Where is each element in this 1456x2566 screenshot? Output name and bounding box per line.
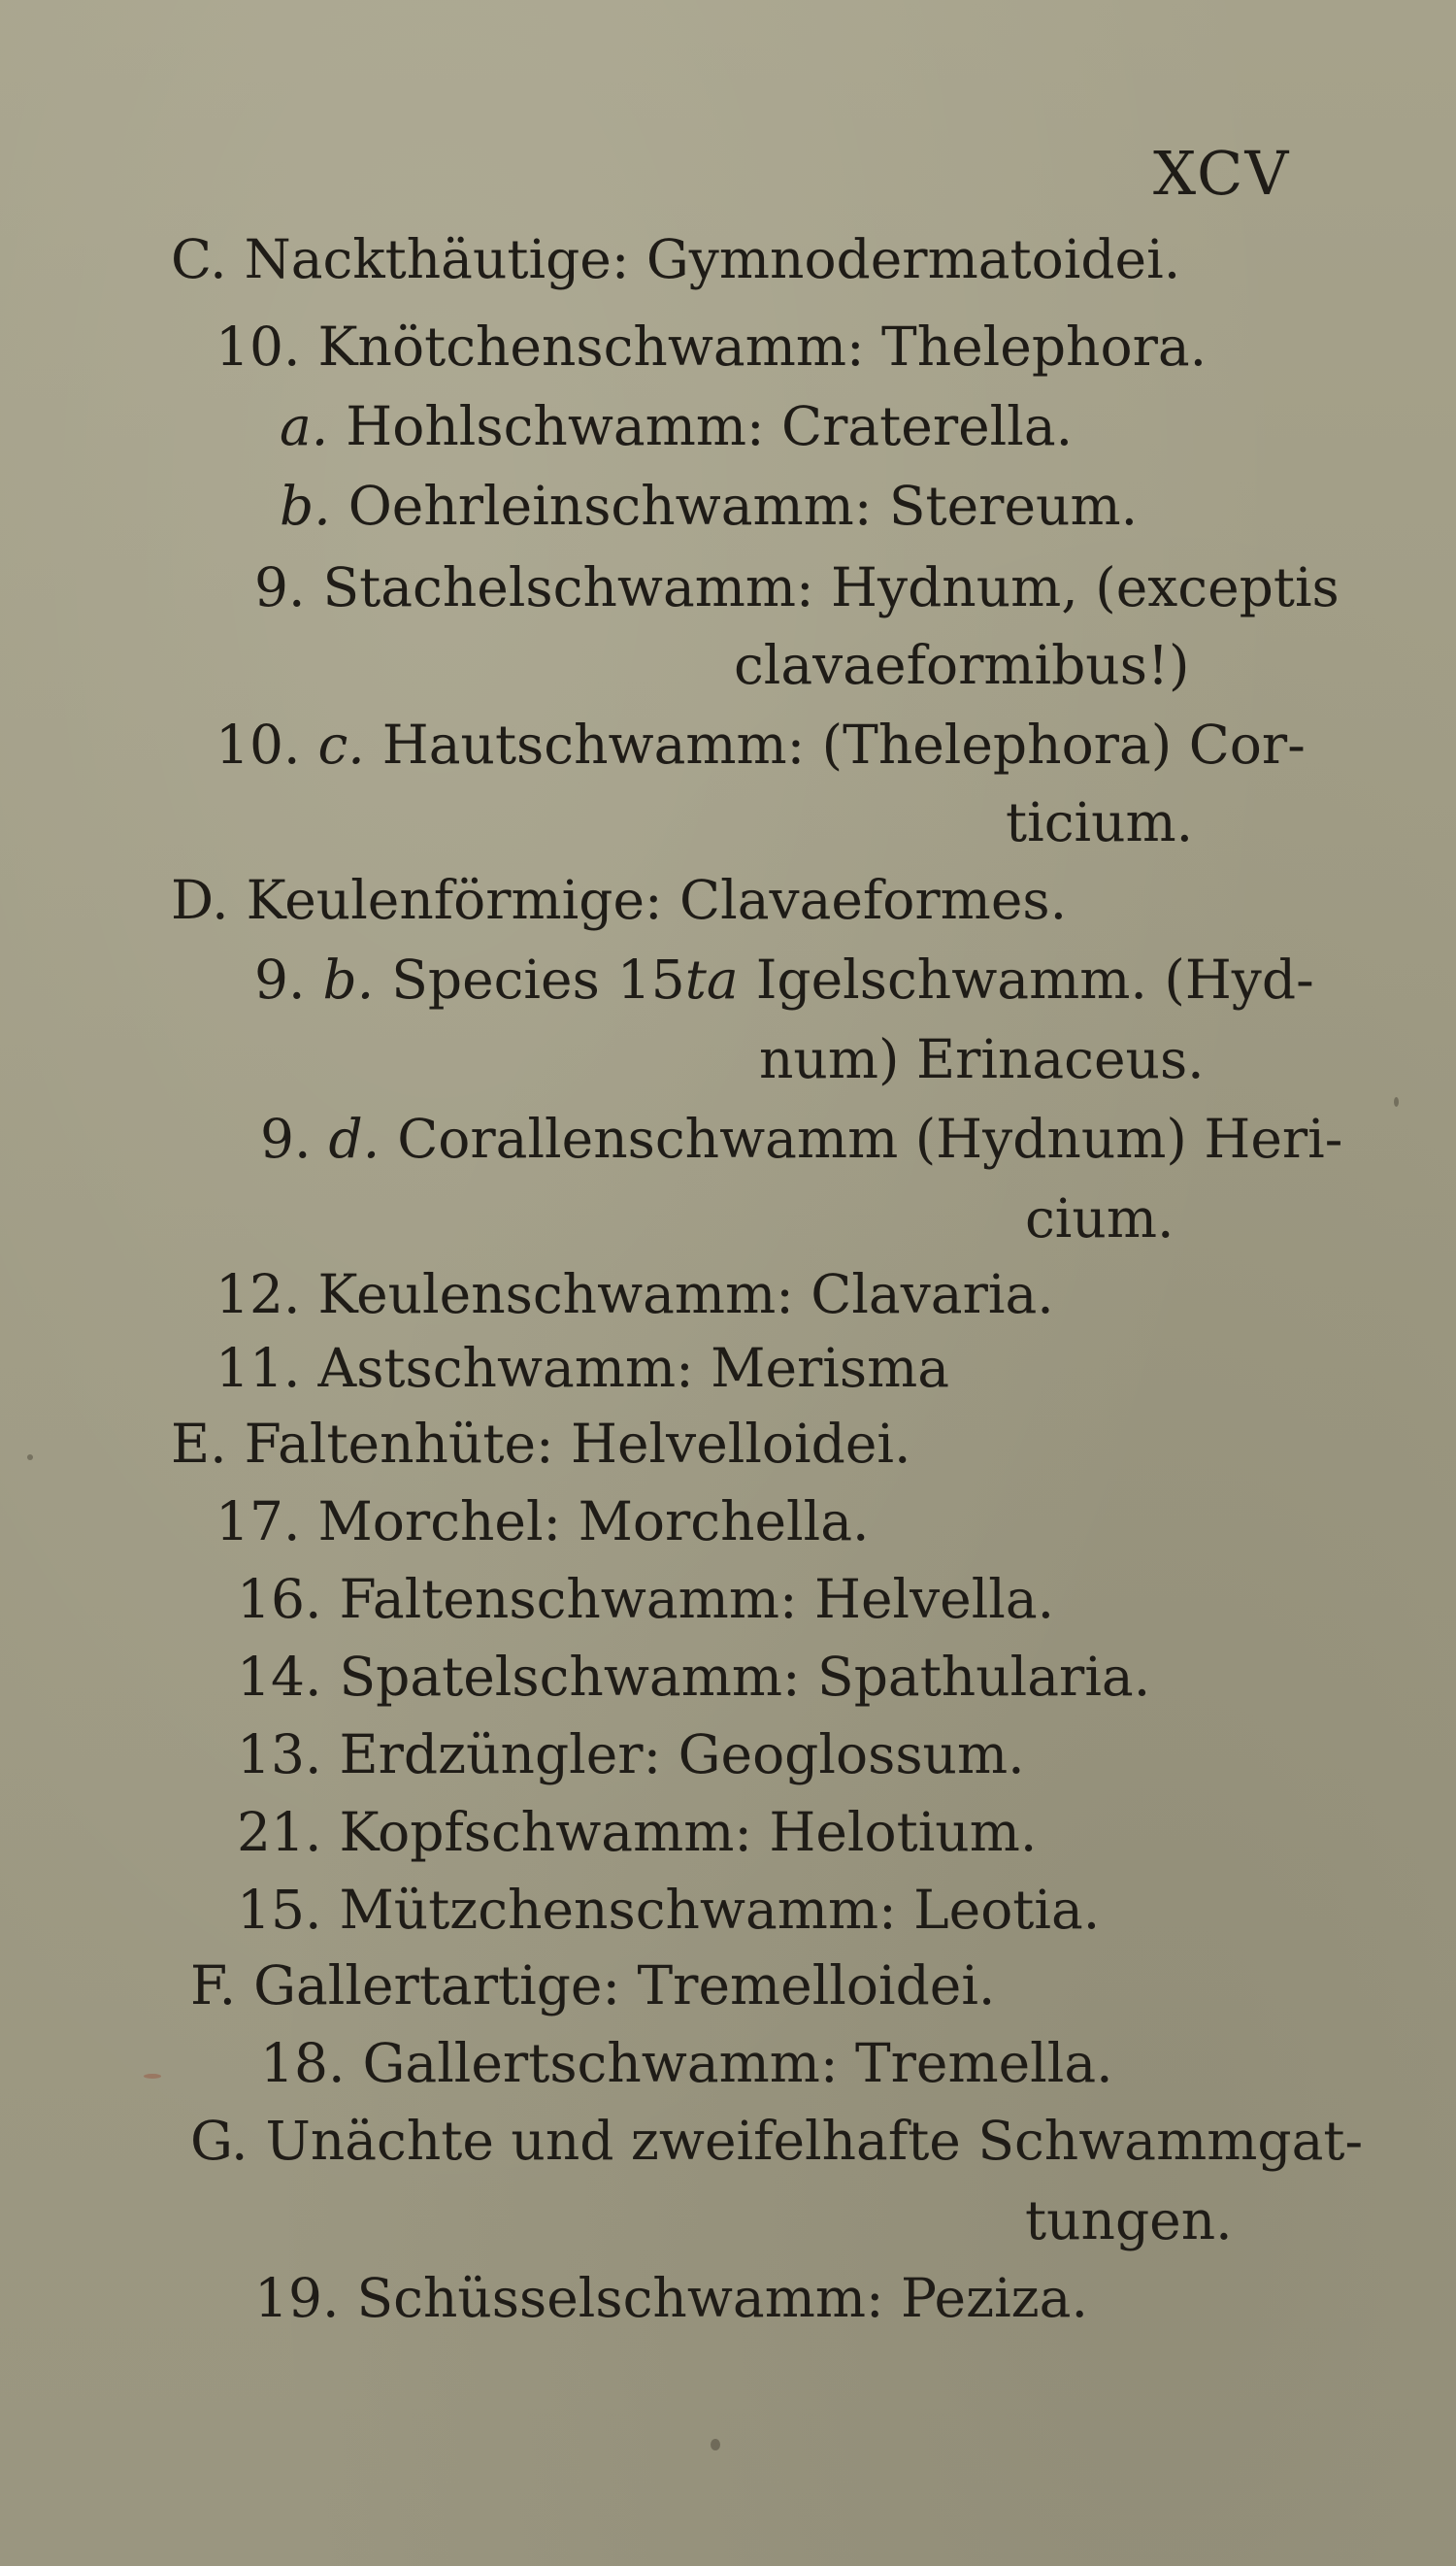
entry-continuation <box>1025 1187 1175 1250</box>
entry-text: tungen. <box>1025 2189 1233 2251</box>
entry-number: 15. <box>237 1879 322 1941</box>
section-label: D. <box>171 869 229 931</box>
entry-text: Erdzüngler: Geoglossum. <box>339 1723 1025 1785</box>
entry-text: Astschwamm: Merisma <box>317 1337 950 1399</box>
entry-number: 17. <box>215 1490 301 1552</box>
entry-letter: b. <box>280 475 331 537</box>
entry-number: 21. <box>237 1801 322 1863</box>
entry-letter: a. <box>280 395 329 457</box>
entry-line <box>237 1723 1025 1785</box>
entry-text: Keulenförmige: Clavaeformes. <box>246 869 1068 931</box>
entry-text: num) Erinaceus. <box>759 1028 1205 1090</box>
entry-text: ticium. <box>1006 791 1194 853</box>
entry-text: clavaeformibus!) <box>734 634 1190 696</box>
entry-letter: d. <box>328 1108 381 1170</box>
entry-number: 9. <box>254 556 306 618</box>
entry-text: Unächte und zweifelhafte Schwammgat- <box>265 2110 1364 2172</box>
entry-line <box>280 395 1074 457</box>
entry-letter: b. <box>322 949 375 1011</box>
entry-text: Nackthäutige: Gymnodermatoidei. <box>244 228 1181 290</box>
entry-text: Schüsselschwamm: Peziza. <box>356 2267 1088 2329</box>
entry-text: Hautschwamm: (Thelephora) Cor- <box>381 714 1306 776</box>
paper-fleck <box>1394 1097 1399 1107</box>
entry-continuation <box>1006 791 1194 853</box>
entry-line <box>254 949 1314 1011</box>
entry-line <box>260 2032 1113 2094</box>
entry-continuation <box>734 634 1190 696</box>
entry-number: 18. <box>260 2032 346 2094</box>
entry-text: Species <box>391 949 600 1011</box>
entry-text: Gallertartige: Tremelloidei. <box>253 1954 996 2016</box>
paper-fleck <box>27 1454 33 1460</box>
section-heading-d <box>171 869 1068 931</box>
entry-text: Oehrleinschwamm: Stereum. <box>347 475 1139 537</box>
section-label: E. <box>171 1413 227 1475</box>
entry-line <box>260 1108 1343 1170</box>
entry-letter: c. <box>317 714 365 776</box>
entry-line <box>254 2267 1088 2329</box>
section-label: F. <box>190 1954 237 2016</box>
section-heading-e <box>171 1413 911 1475</box>
page-number: XCV <box>1153 138 1291 209</box>
section-heading-c <box>171 228 1181 290</box>
entry-text: Stachelschwamm: Hydnum, (exceptis <box>322 556 1340 618</box>
entry-line <box>237 1801 1038 1863</box>
entry-continuation <box>759 1028 1205 1090</box>
entry-line <box>280 475 1139 537</box>
entry-line <box>254 556 1340 618</box>
entry-number: 12. <box>215 1263 301 1325</box>
entry-text: Faltenschwamm: Helvella. <box>339 1568 1055 1630</box>
section-label: G. <box>190 2110 248 2172</box>
entry-text: Morchel: Morchella. <box>317 1490 870 1552</box>
entry-line <box>215 714 1306 776</box>
entry-number: 11. <box>215 1337 301 1399</box>
section-heading-g <box>190 2110 1364 2172</box>
entry-number: 19. <box>254 2267 340 2329</box>
entry-text: cium. <box>1025 1187 1175 1250</box>
paper-fleck <box>711 2439 720 2450</box>
entry-line <box>237 1646 1151 1708</box>
entry-continuation <box>1025 2189 1233 2251</box>
species-number: 15 <box>616 949 685 1011</box>
entry-text: Igelschwamm. (Hyd- <box>755 949 1314 1011</box>
entry-number: 9. <box>254 949 306 1011</box>
entry-text: Kopfschwamm: Helotium. <box>339 1801 1038 1863</box>
section-label: C. <box>171 228 227 290</box>
entry-text: Keulenschwamm: Clavaria. <box>317 1263 1054 1325</box>
entry-number: 16. <box>237 1568 322 1630</box>
entry-number: 9. <box>260 1108 312 1170</box>
entry-text: Spatelschwamm: Spathularia. <box>339 1646 1151 1708</box>
entry-number: 10. <box>215 714 301 776</box>
entry-text: Mützchenschwamm: Leotia. <box>339 1879 1101 1941</box>
entry-number: 13. <box>237 1723 322 1785</box>
entry-line <box>215 1337 950 1399</box>
entry-text: Knötchenschwamm: Thelephora. <box>317 316 1208 378</box>
section-heading-f <box>190 1954 996 2016</box>
entry-line <box>237 1568 1055 1630</box>
entry-number: 10. <box>215 316 301 378</box>
entry-line <box>237 1879 1101 1941</box>
entry-text: Hohlschwamm: Craterella. <box>346 395 1074 457</box>
entry-text: Faltenhüte: Helvelloidei. <box>244 1413 911 1475</box>
entry-line <box>215 1490 870 1552</box>
entry-text: Corallenschwamm (Hydnum) Heri- <box>397 1108 1343 1170</box>
entry-line <box>215 1263 1054 1325</box>
paper-fleck <box>144 2074 161 2079</box>
entry-number: 14. <box>237 1646 322 1708</box>
entry-text: Gallertschwamm: Tremella. <box>362 2032 1113 2094</box>
species-ordinal: ta <box>684 949 739 1011</box>
entry-line <box>215 316 1208 378</box>
